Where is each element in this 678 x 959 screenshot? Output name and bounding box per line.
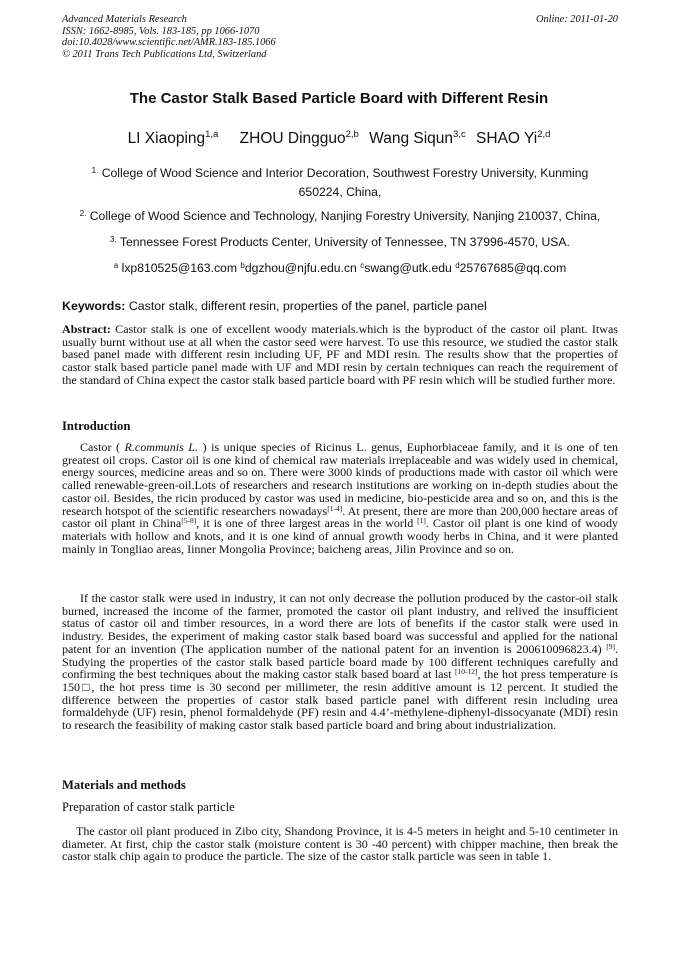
doi-line: doi:10.4028/www.scientific.net/AMR.183-185.1066 xyxy=(62,37,276,49)
email-line: $^a$ lxp810525@163.com $^b$dgzhou@njfu.edu.cn $^c$swang@utk.edu $^d$25767685@qq.com xyxy=(113,261,567,275)
online-date: Online: 2011-01-20 xyxy=(535,14,618,25)
section-heading-methods: Materials and methods xyxy=(62,778,186,792)
journal-name: Advanced Materials Research xyxy=(62,14,187,25)
author: ZHOU Dingguo$^{2,b}$ xyxy=(239,129,359,147)
intro-paragraph-2: If the castor stalk were used in industry, it can not only decrease the pollution produced by the castor-oil stalk burned, increased the income of the farmer, promoted the castor oil plant industry, and relived the insufficient status of castor oil and timber resources, in a word there are lots of benefits if the castor stalk were used in industry. Besides, the experiment of making castor stalk based board was successful and applied for the national patent for an invention (The application number of the national patent for an invention is 200610096823.4) [9]. Studying the properties of the castor stalk based particle board made by 100 different techniques carefully and confirming the best techniques about the making castor stalk based board at last [10-12], the hot press temperature is 150□, the hot press time is 30 second per millimeter, the resin additive amount is 12 percent. It studied the difference between the properties of castor stalk based particle panel with different resin including urea formaldehyde (UF) resin, phenol formaldehyde (PF) resin and 4.4’-methylene-diphenyl-dissocyanate (MDI) resin to research the feasibility of making castor stalk based particle board and bring about industrialization. xyxy=(62,591,619,733)
author: SHAO Yi$^{2,d}$ xyxy=(476,129,551,147)
citation: [5-8] xyxy=(181,516,197,526)
methods-paragraph-1: The castor oil plant produced in Zibo city, Shandong Province, it is 4-5 meters in height and 5-10 centimeter in diameter. At first, chip the castor stalk (moisture content is 30 -40 percent) with chipper machine, then break the castor stalk chip again to produce the particle. The size of the castor stalk particle was seen in table 1. xyxy=(62,824,618,864)
email-a[interactable]: lxp810525@163.com xyxy=(121,261,237,275)
citation: [9] xyxy=(606,641,615,651)
journal-info xyxy=(62,14,618,60)
affiliation-3: $^{3.}$ Tennessee Forest Products Center, University of Tennessee, TN 37996-4570, USA. xyxy=(110,235,570,249)
citation: [1] xyxy=(417,516,426,526)
section-heading-introduction: Introduction xyxy=(62,419,131,433)
email-d[interactable]: 25767685@qq.com xyxy=(459,261,567,275)
intro-paragraph-1: Castor ( R.communis L. ) is unique species of Ricinus L. genus, Euphorbiaceae family, and it is one of ten greatest oil crops. Castor oil is one kind of chemical raw materials irreplaceable and was widely used in chemical, energy sources, medicine areas and so on. There were 3000 kinds of productions made with castor oil which were called renewable-green-oil.Lots of researchers and research institutions are working on in-depth studies about the castor oil. Besides, the ricin produced by castor was used in medicine, bio-pesticide area and so on, and this is the research hotspot of the scientific researchers nowadays[1-4]. At present, there are more than 200,000 hectare areas of castor oil plant in China[5-8], it is one of three largest areas in the world [1]. Castor oil plant is one kind of woody materials with hollow and knots, and it is one kind of annual growth woody herbs in China, and it were planted mainly in Tongliao areas, Iinner Mongolia Province; baicheng areas, Jilin Province and so on. xyxy=(62,440,619,556)
keywords-text: Castor stalk, different resin, properties of the panel, particle panel xyxy=(128,299,487,313)
email-c[interactable]: swang@utk.edu xyxy=(364,261,452,275)
citation: [1-4] xyxy=(327,503,343,513)
email-b[interactable]: dgzhou@njfu.edu.cn xyxy=(244,261,357,275)
species-name: R.communis L. xyxy=(124,440,199,454)
citation: [10-12] xyxy=(454,667,478,677)
copyright-line: © 2011 Trans Tech Publications Ltd, Switzerland xyxy=(62,48,267,60)
paper-title: The Castor Stalk Based Particle Board with Different Resin xyxy=(129,90,549,107)
subsection-heading: Preparation of castor stalk particle xyxy=(62,800,235,814)
author: Wang Siqun$^{3,c}$ xyxy=(369,129,466,147)
running-header xyxy=(62,14,618,60)
keywords-label: Keywords: xyxy=(62,299,126,313)
issn-line: ISSN: 1662-8985, Vols. 183-185, pp 1066-1070 xyxy=(62,25,260,37)
author: LI Xiaoping$^{1,a}$ xyxy=(127,129,219,147)
abstract-text: Castor stalk is one of excellent woody materials.which is the byproduct of the castor oil plant. Itwas usually burnt without use at all when the castor seed were harvest. To use this resource, we studied the castor stalk based panel made with different resin including UF, PF and MDI resin. The results show that the properties of castor stalk based particle panel made with UF and MDI resin by certain techniques can reach the requirement of the standard of China expect the castor stalk based particle board with PF resin which will be studied further more. xyxy=(62,322,618,387)
affiliation-2: $^{2.}$ College of Wood Science and Technology, Nanjing Forestry University, Nanjing 210037, China, xyxy=(79,209,601,223)
keywords xyxy=(62,299,618,313)
abstract-label: Abstract: xyxy=(62,322,111,336)
abstract xyxy=(62,323,618,387)
affiliation-1: $^{1.}$ College of Wood Science and Interior Decoration, Southwest Forestry University, Kunming 650224, China, xyxy=(91,166,589,199)
author-list xyxy=(0,130,678,148)
